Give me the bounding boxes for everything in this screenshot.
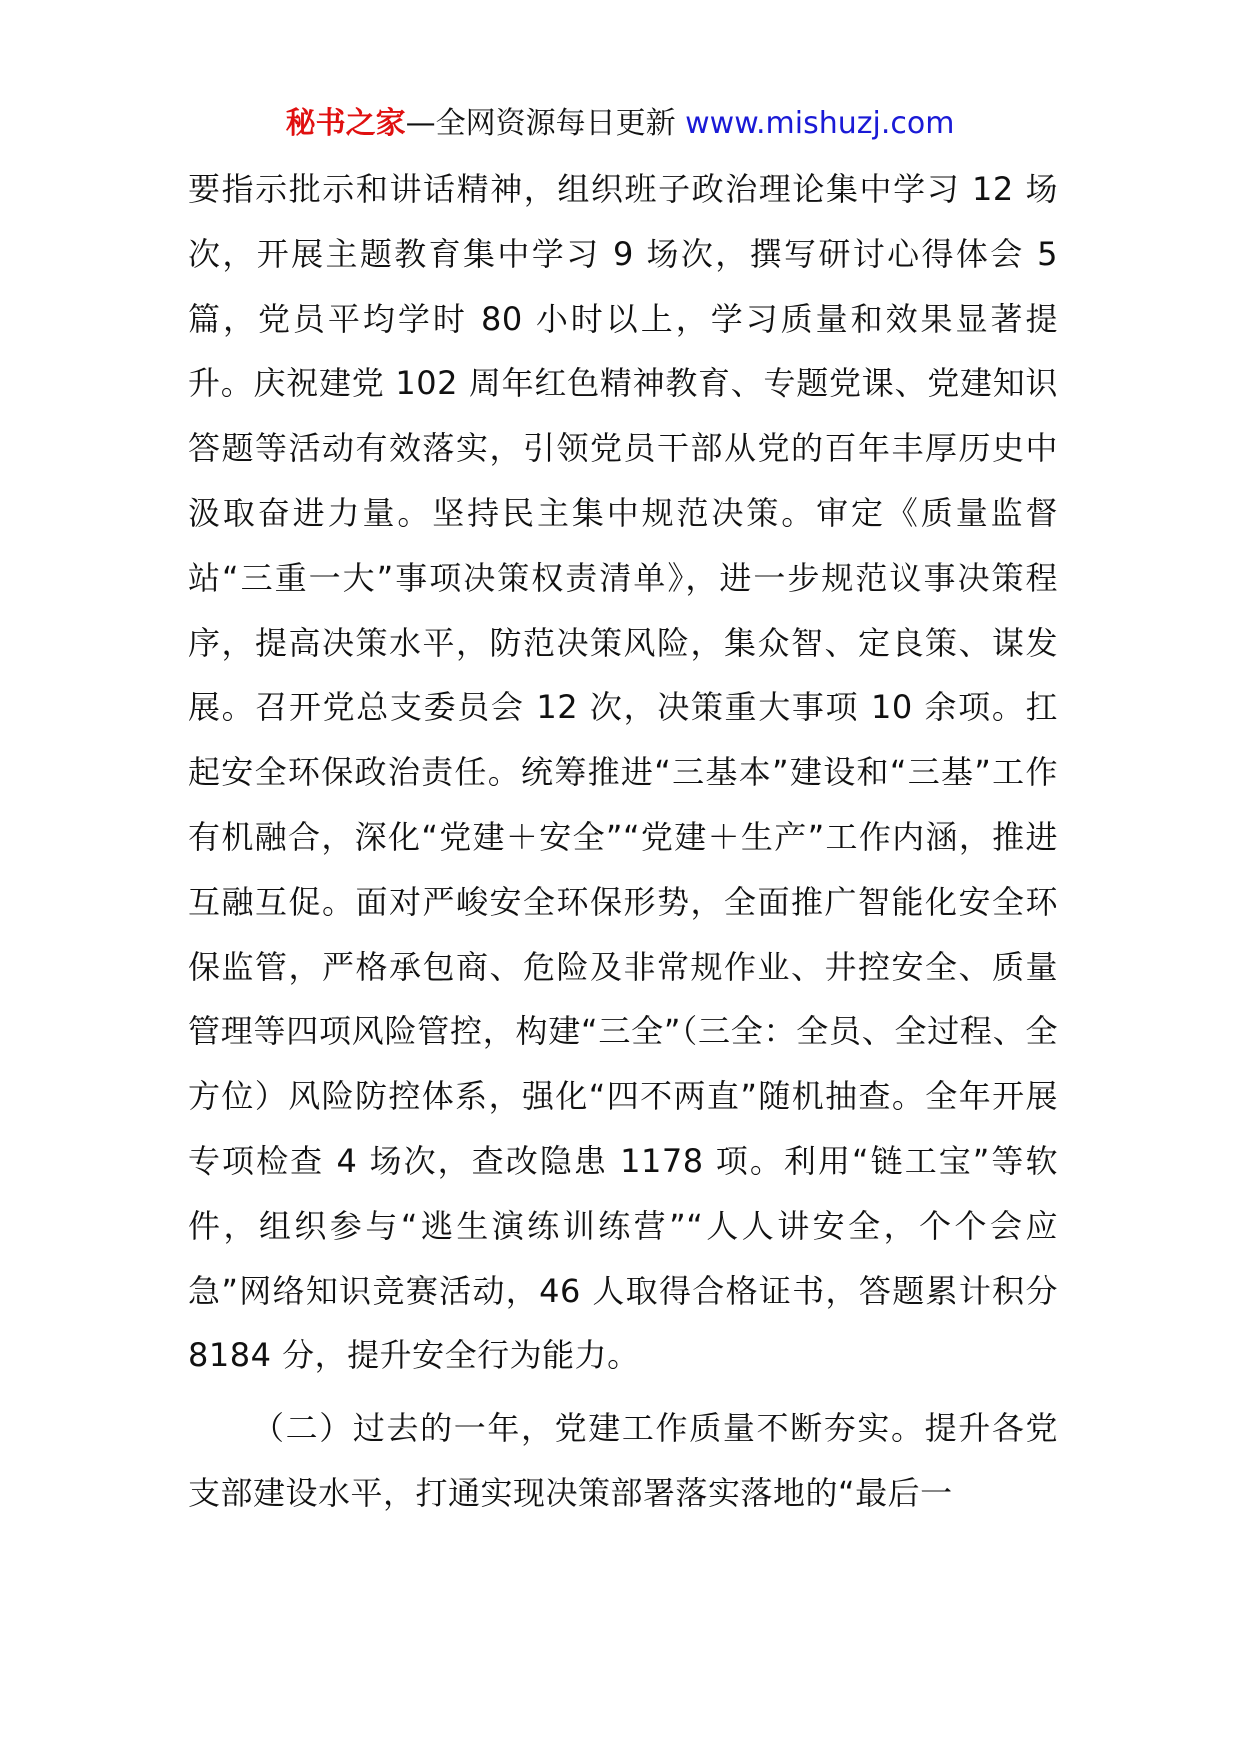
site-header (0, 100, 1240, 148)
site-url-link[interactable]: www.mishuzj.com (685, 106, 955, 141)
document-body (188, 157, 1058, 1526)
body-paragraph-2: （二）过去的一年，党建工作质量不断夯实。提升各党支部建设水平，打通实现决策部署落实落地的“最后一 (188, 1409, 1058, 1512)
header-tagline: —全网资源每日更新 (405, 106, 686, 141)
brand-name: 秘书之家 (285, 106, 406, 141)
body-paragraph-1: 要指示批示和讲话精神，组织班子政治理论集中学习 12 场次，开展主题教育集中学习 9 场次，撰写研讨心得体会 5 篇，党员平均学时 80 小时以上，学习质量和效果显著提升。庆祝建党 102 周年红色精神教育、专题党课、党建知识答题等活动有效落实，引领党员干部从党的百年丰厚历史中汲取奋进力量。坚持民主集中规范决策。审定《质量监督站“三重一大”事项决策权责清单》，进一步规范议事决策程序，提高决策水平，防范决策风险，集众智、定良策、谋发展。召开党总支委员会 12 次，决策重大事项 10 余项。扛起安全环保政治责任。统筹推进“三基本”建设和“三基”工作有机融合，深化“党建＋安全”“党建＋生产”工作内涵，推进互融互促。面对严峻安全环保形势，全面推广智能化安全环保监管，严格承包商、危险及非常规作业、井控安全、质量管理等四项风险管控，构建“三全”（三全：全员、全过程、全方位）风险防控体系，强化“四不两直”随机抽查。全年开展专项检查 4 场次，查改隐患 1178 项。利用“链工宝”等软件，组织参与“逃生演练训练营”“人人讲安全，个个会应急”网络知识竞赛活动，46 人取得合格证书，答题累计积分 8184 分，提升安全行为能力。 (188, 170, 1058, 1375)
